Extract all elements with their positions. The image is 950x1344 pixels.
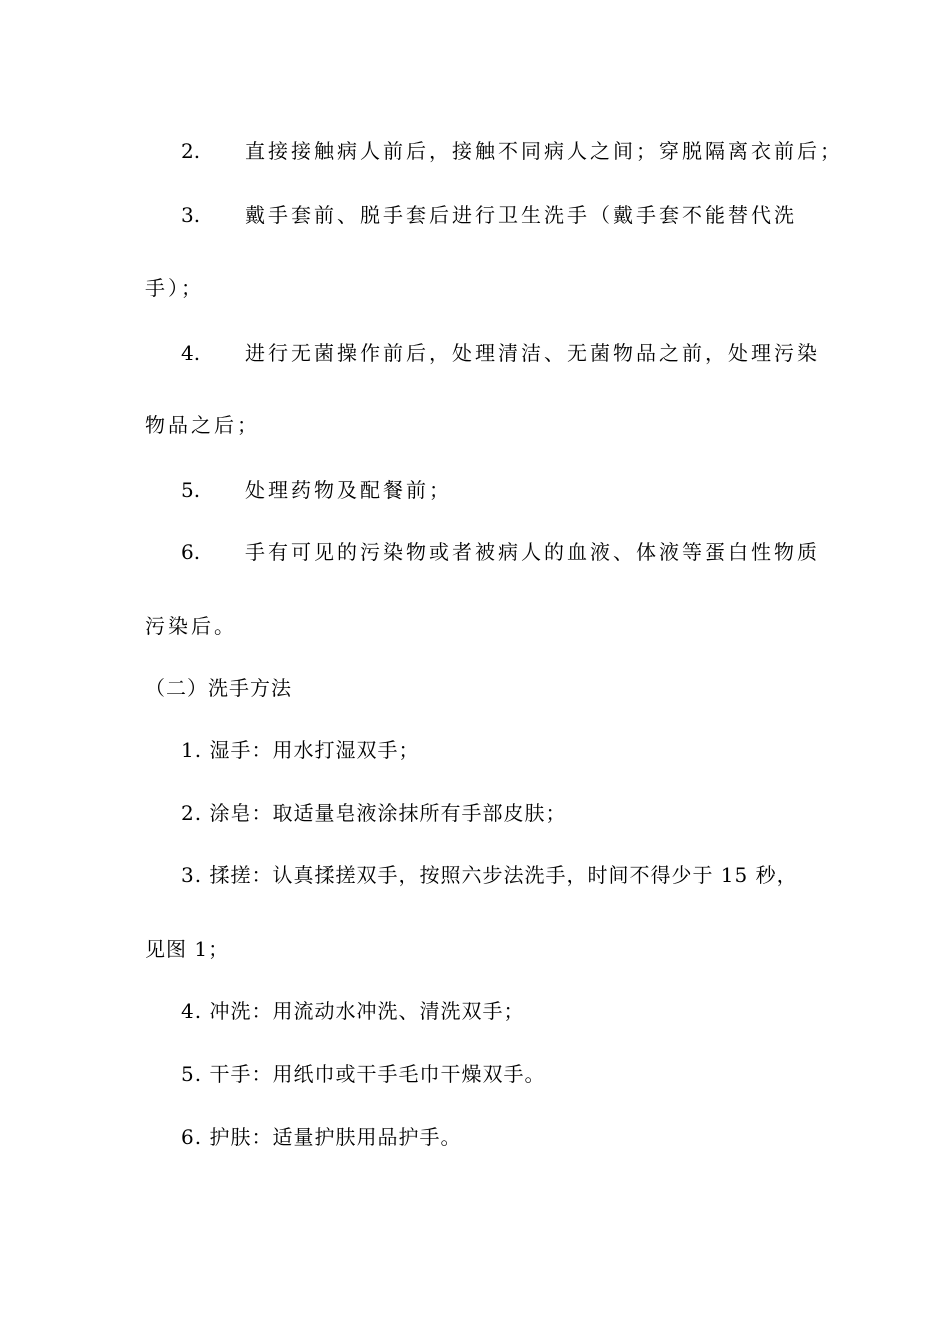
list-item-text: 物品之后；: [145, 413, 260, 437]
step-text: 6. 护肤：适量护肤用品护手。: [181, 1125, 462, 1149]
list-item-text: 戴手套前、脱手套后进行卫生洗手（戴手套不能替代洗: [245, 203, 797, 227]
list-item: [0, 537, 950, 567]
list-item-number: 6.: [181, 540, 201, 564]
list-item-text: 进行无菌操作前后，处理清洁、无菌物品之前，处理污染: [245, 341, 820, 365]
step-item: [0, 860, 950, 890]
list-item: [0, 475, 950, 505]
step-text: 4. 冲洗：用流动水冲洗、清洗双手；: [181, 999, 525, 1023]
step-text: 5. 干手：用纸巾或干手毛巾干燥双手。: [181, 1062, 546, 1086]
list-item-number: 5.: [181, 478, 201, 502]
list-item: [0, 136, 950, 166]
list-item-number: 4.: [181, 341, 201, 365]
list-item-text: 手）；: [145, 276, 204, 300]
list-item-text: 污染后。: [145, 614, 237, 638]
list-item-continuation: [0, 611, 950, 641]
list-item-continuation: [0, 273, 950, 303]
step-item-continuation: [0, 934, 950, 964]
section-heading: [0, 673, 950, 703]
list-item-continuation: [0, 410, 950, 440]
step-text: 3. 揉搓：认真揉搓双手，按照六步法洗手，时间不得少于 15 秒，: [181, 863, 798, 887]
list-item: [0, 200, 950, 230]
step-item: [0, 1122, 950, 1152]
step-item: [0, 735, 950, 765]
step-text: 1. 湿手：用水打湿双手；: [181, 738, 420, 762]
section-heading-text: （二）洗手方法: [145, 676, 292, 700]
step-text: 见图 1；: [145, 937, 230, 961]
step-item: [0, 996, 950, 1026]
step-item: [0, 1059, 950, 1089]
step-item: [0, 798, 950, 828]
list-item-number: 2.: [181, 139, 201, 163]
list-item-number: 3.: [181, 203, 201, 227]
list-item: [0, 338, 950, 368]
list-item-text: 直接接触病人前后，接触不同病人之间；穿脱隔离衣前后；: [245, 139, 843, 163]
list-item-text: 手有可见的污染物或者被病人的血液、体液等蛋白性物质: [245, 540, 820, 564]
list-item-text: 处理药物及配餐前；: [245, 478, 452, 502]
step-text: 2. 涂皂：取适量皂液涂抹所有手部皮肤；: [181, 801, 567, 825]
